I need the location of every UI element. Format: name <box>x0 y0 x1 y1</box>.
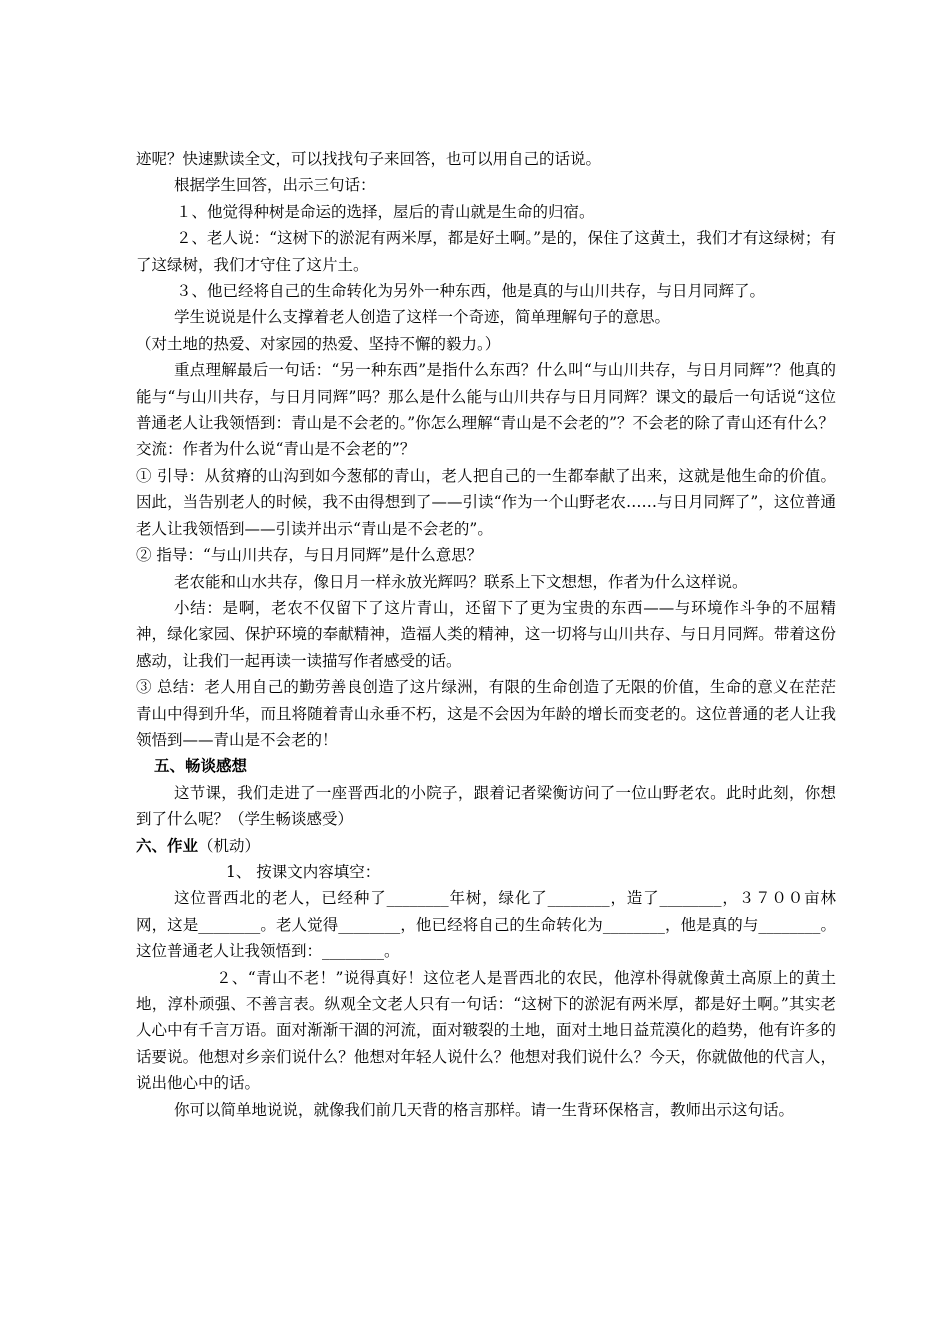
document-page <box>136 146 836 1123</box>
homework-item-1: 1、 按课文内容填空： <box>226 862 381 881</box>
paragraph-12: 老农能和山水共存，像日月一样永放光辉吗？联系上下文想想，作者为什么这样说。 <box>174 572 748 591</box>
paragraph-8: 重点理解最后一句话：“另一种东西”是指什么东西？什么叫“与山川共存，与日月同辉”？他真的能与“与山川共存，与日月同辉”吗？那么是什么能与山川共存与日月同辉？课文的最后一句话说“这位普通老人让我领悟到：青山是不会老的。”你怎么理解“青山是不会老的”？不会老的除了青山还有什么？ <box>136 361 836 433</box>
paragraph-2: 根据学生回答，出示三句话： <box>174 176 376 195</box>
fill-in-blank-paragraph: 这位晋西北的老人，已经种了________年树，绿化了________，造了________，３７００亩林网，这是________。老人觉得________，他已经将自己的生命转化为________，他是真的与________。这位普通老人让我领悟到：________。 <box>136 889 836 961</box>
section-heading-6-suffix: （机动） <box>198 836 261 855</box>
paragraph-guide: ① 引导：从贫瘠的山沟到如今葱郁的青山，老人把自己的一生都奉献了出来，这就是他生命的价值。因此，当告别老人的时候，我不由得想到了——引读“作为一个山野老农……与日月同辉了”，这位普通老人让我领悟到——引读并出示“青山是不会老的”。 <box>136 466 836 538</box>
paragraph-conclusion: ③ 总结：老人用自己的勤劳善良创造了这片绿洲，有限的生命创造了无限的价值，生命的意义在茫茫青山中得到升华，而且将随着青山永垂不朽，这是不会因为年龄的增长而变老的。这位普通的老人让我领悟到——青山是不会老的！ <box>136 678 836 749</box>
quote-sentence-1: １、他觉得种树是命运的选择，屋后的青山就是生命的归宿。 <box>176 202 595 221</box>
section-heading-6 <box>136 833 836 859</box>
quote-sentence-3: ３、他已经将自己的生命转化为另外一种东西，他是真的与山川共存，与日月同辉了。 <box>176 282 766 301</box>
section-heading-5: 五、畅谈感想 <box>154 756 248 776</box>
homework-item-2: ２、“青山不老！”说得真好！这位老人是晋西北的农民，他淳朴得就像黄土高原上的黄土地，淳朴顽强、不善言表。纵观全文老人只有一句话：“这树下的淤泥有两米厚，都是好土啊。”其实老人心中有千言万语。面对渐渐干涸的河流，面对皲裂的土地，面对土地日益荒漠化的趋势，他有许多的话要说。他想对乡亲们说什么？他想对年轻人说什么？他想对我们说什么？今天，你就做他的代言人，说出他心中的话。 <box>136 968 836 1093</box>
paragraph-summary: 小结：是啊，老农不仅留下了这片青山，还留下了更为宝贵的东西——与环境作斗争的不屈精神，绿化家园、保护环境的奉献精神，造福人类的精神，这一切将与山川共存、与日月同辉。带着这份感动，让我们一起再读一读描写作者感受的话。 <box>136 598 836 670</box>
paragraph-9: 交流：作者为什么说“青山是不会老的”？ <box>136 440 416 459</box>
paragraph-16: 这节课，我们走进了一座晋西北的小院子，跟着记者梁衡访问了一位山野老农。此时此刻，你想到了什么呢？（学生畅谈感受） <box>136 783 836 829</box>
section-heading-6-title: 六、作业 <box>136 835 199 855</box>
quote-sentence-2: ２、老人说：“这树下的淤泥有两米厚，都是好土啊。”是的，保住了这黄土，我们才有这绿树；有了这绿树，我们才守住了这片土。 <box>136 229 836 274</box>
paragraph-instruct: ② 指导：“与山川共存，与日月同辉”是什么意思？ <box>136 546 483 565</box>
paragraph-1: 迹呢？快速默读全文，可以找找句子来回答，也可以用自己的话说。 <box>136 150 602 168</box>
paragraph-6: 学生说说是什么支撑着老人创造了这样一个奇迹，简单理解句子的意思。 <box>174 308 671 327</box>
paragraph-7: （对土地的热爱、对家园的热爱、坚持不懈的毅力。） <box>136 334 501 353</box>
paragraph-last: 你可以简单地说说，就像我们前几天背的格言那样。请一生背环保格言，教师出示这句话。 <box>174 1100 795 1119</box>
